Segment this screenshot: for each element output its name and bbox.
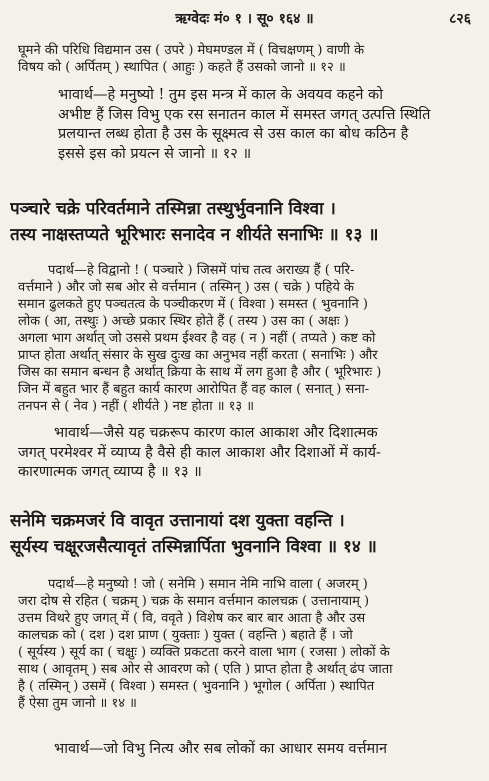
- text-line: लोक ( आ, तस्थुः ) अच्छे प्रकार स्थिर होते हैं ( तस्य ) उस का ( अक्षः ): [18, 314, 349, 329]
- text-line: जिस का समान बन्धन है अर्थात् क्रिया के साथ में लग हुआ है और ( भूरिभारः ): [18, 365, 382, 380]
- mantra-line: सनेमि चक्रमजरं वि वावृत उत्तानायां दश युक्ता वहन्ति ।: [10, 511, 345, 531]
- text-line: कालचक्र को ( दश ) दश प्राण ( युक्ताः ) युक्त ( वहन्ति ) बहाते हैं । जो: [18, 628, 353, 643]
- text-line: अगला भाग अर्थात् जो उससे प्रथम ईश्वर है वह ( न ) नहीं ( तप्यते ) कष्ट को: [18, 331, 376, 346]
- text-line: वर्त्तमाने ) और जो सब ओर से वर्त्तमान ( तस्मिन् ) उस ( चक्रे ) पहिये के: [18, 280, 355, 295]
- text-line: हैं ऐसा तुम जानो ॥ १४ ॥: [18, 696, 137, 711]
- text-line: भावार्थ—जैसे यह चक्ररूप कारण काल आकाश और दिशात्मक: [54, 425, 378, 441]
- text-line: उत्तम विथरे हुए जगत् में ( वि, ववृते ) विशेष कर बार बार आता है और उस: [18, 611, 366, 626]
- padartha-12-continuation: [18, 42, 473, 76]
- page-header: ऋग्वेदः मं० १ । सू० १६४ ॥: [175, 11, 314, 27]
- text-line: जगत् परमेश्वर में व्याप्य है वैसे ही काल आकाश और दिशाओं में कार्य-: [18, 444, 381, 461]
- text-line: अभीष्ट हैं जिस विभु एक रस सनातन काल में समस्त जगत् उत्पत्ति स्थिति: [58, 106, 431, 123]
- text-line: तनपन से ( नेव ) नहीं ( शीर्यते ) नष्ट होता ॥ १३ ॥: [18, 399, 255, 414]
- mantra-13: [10, 196, 480, 248]
- text-line: साथ ( आवृतम् ) सब ओर से आवरण को ( एति ) प्राप्त होता है अर्थात् ढंप जाता: [18, 662, 393, 677]
- padartha-14: [18, 576, 473, 712]
- text-line: घूमने की परिधि विद्यमान उस ( उपरे ) मेघमण्डल में ( विचक्षणम् ) वाणी के: [18, 43, 365, 58]
- mantra-14: [10, 508, 480, 560]
- text-line: है ( तस्मिन् ) उसमें ( विश्वा ) समस्त ( भुवनानि ) भूगोल ( अर्पिता ) स्थापित: [18, 679, 375, 694]
- bhavartha-14: [18, 740, 473, 760]
- text-line: पदार्थ—हे मनुष्यो ! जो ( सनेमि ) समान नेमि नाभि वाला ( अजरम् ): [48, 577, 368, 592]
- page-number: ८२६: [449, 11, 471, 27]
- text-line: विषय को ( अर्पितम् ) स्थापित ( आहुः ) कहते हैं उसको जानो ॥ १२ ॥: [18, 60, 346, 75]
- text-line: जरा दोष से रहित ( चक्रम् ) चक्र के समान वर्त्तमान कालचक्र ( उत्तानायाम् ): [18, 594, 370, 609]
- text-line: भावार्थ—हे मनुष्यो ! तुम इस मन्त्र में काल के अवयव कहने को: [58, 87, 383, 103]
- text-line: भावार्थ—जो विभु नित्य और सब लोकों का आधार समय वर्त्तमान: [54, 741, 388, 757]
- mantra-line: सूर्यस्य चक्षूरजसैत्यावृतं तस्मिन्नार्पिता भुवनानि विश्वा ॥ १४ ॥: [10, 537, 377, 557]
- padartha-13: [18, 262, 473, 415]
- text-line: इससे इस को प्रयत्न से जानो ॥ १२ ॥: [58, 145, 252, 162]
- text-line: पदार्थ—हे विद्वानो ! ( पञ्चारे ) जिसमें पांच तत्व अराख्य हैं ( परि-: [48, 263, 355, 278]
- text-line: प्रलयान्त लब्ध होता है उस के सूक्ष्मत्व से उस काल का बोध कठिन है: [58, 126, 409, 142]
- bhavartha-12: [18, 86, 473, 164]
- text-line: कारणात्मक जगत् व्याप्य है ॥ १३ ॥: [18, 464, 202, 480]
- text-line: जिन में बहुत भार हैं बहुत कार्य कारण आरोपित हैं वह काल ( सनात् ) सना-: [18, 382, 370, 397]
- mantra-line: पञ्चारे चक्रे परिवर्तमाने तस्मिन्ना तस्थुर्भुवनानि विश्वा ।: [10, 199, 336, 219]
- mantra-line: तस्य नाक्षस्तप्यते भूरिभारः सनादेव न शीर्यते सनाभिः ॥ १३ ॥: [10, 225, 379, 245]
- bhavartha-13: [18, 424, 473, 483]
- text-line: ( सूर्यस्य ) सूर्य का ( चक्षुः ) व्यक्ति प्रकटता करने वाला भाग ( रजसा ) लोकों के: [18, 645, 390, 660]
- text-line: समान ढुलकते हुए पञ्चतत्व के पञ्चीकरण में ( विश्वा ) समस्त ( भुवनानि ): [18, 297, 368, 312]
- text-line: प्राप्त होता अर्थात् संसार के सुख दुःख का अनुभव नहीं करता ( सनाभिः ) और: [18, 348, 378, 363]
